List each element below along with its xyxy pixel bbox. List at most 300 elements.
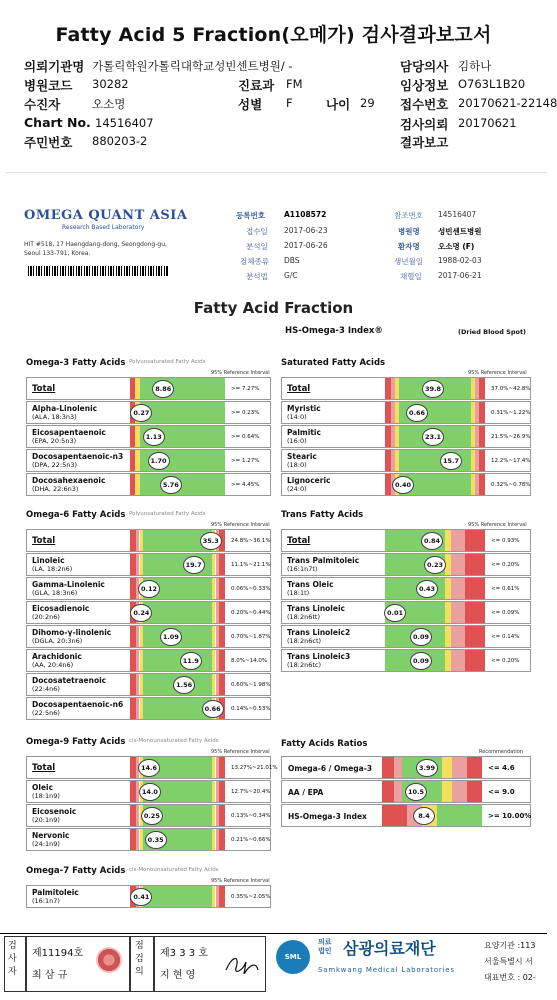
fatty-acid-row <box>281 577 531 600</box>
reference-interval: 13.27%~21.01% <box>231 765 278 771</box>
fatty-acid-name-text: Stearic <box>287 452 317 461</box>
fatty-acid-name <box>32 807 150 825</box>
fatty-acid-name-text: Dihomo-γ-linolenic <box>32 628 112 637</box>
fatty-acid-code: (16:1n7t) <box>287 565 318 573</box>
range-bar-segment <box>465 626 485 647</box>
header-label-text: 주민번호 <box>24 135 73 150</box>
fatty-acid-name-text: Nervonic <box>32 831 70 840</box>
section-title: Trans Fatty Acids <box>281 510 364 520</box>
lab-info-value: DBS <box>284 256 300 265</box>
value-marker: 0.23 <box>424 556 446 574</box>
range-bar-segment <box>465 554 485 575</box>
reviewer-no: 제3 3 3 호 <box>160 948 208 959</box>
reference-interval: 0.20%~0.44% <box>231 610 271 616</box>
reference-interval: >= 1.27% <box>231 458 260 464</box>
fatty-acid-name <box>32 763 150 773</box>
fatty-acid-name <box>32 556 150 574</box>
value-marker: 0.09 <box>410 652 432 670</box>
range-bar-segment <box>451 578 465 599</box>
range-bar-segment <box>467 781 482 802</box>
fatty-acid-code: (EPA, 20:5n3) <box>32 437 77 445</box>
fatty-acid-name-text: Eicosapentaenoic <box>32 428 106 437</box>
lab-info-label: 참조번호 <box>394 211 423 220</box>
fatty-acid-name-text: Alpha-Linolenic <box>32 404 98 413</box>
brand-english: Samkwang Medical Laboratories <box>318 966 455 974</box>
header-label-text: 접수번호 <box>400 97 449 112</box>
reference-interval: 0.13%~0.34% <box>231 813 271 819</box>
range-bar-segment <box>479 378 485 399</box>
fatty-acid-row <box>281 649 531 672</box>
header-label <box>24 76 72 94</box>
range-bar-segment <box>451 554 465 575</box>
value-marker: 0.43 <box>416 580 438 598</box>
value-marker: 3.99 <box>416 759 438 777</box>
reference-interval: <= 0.20% <box>491 658 520 664</box>
fatty-acid-code: (ALA, 18:3n3) <box>32 413 77 421</box>
fatty-acid-name-text: Arachidonic <box>32 652 82 661</box>
hs-omega-label: HS-Omega-3 Index® <box>285 326 383 336</box>
reference-interval-title: 95% Reference Interval <box>211 370 270 376</box>
lab-info-value: 14516407 <box>438 210 477 219</box>
brand-small: 의료 법인 <box>318 938 332 955</box>
header-label <box>24 133 72 151</box>
reference-interval: 0.32%~0.78% <box>491 482 531 488</box>
value-marker: 0.09 <box>410 628 432 646</box>
fatty-acid-row <box>26 449 271 472</box>
header-label-text: 검사의뢰 <box>400 117 449 132</box>
reviewer-name: 지 현 영 <box>160 970 196 981</box>
header-label <box>400 95 448 113</box>
fatty-acid-row <box>281 553 531 576</box>
fatty-acid-name <box>32 580 150 598</box>
fatty-acid-row <box>26 601 271 624</box>
fatty-acid-name <box>287 452 405 470</box>
ratio-row <box>281 756 531 779</box>
fatty-acid-code: (GLA, 18:3n6) <box>32 589 78 597</box>
fatty-acid-name-text: Trans Oleic <box>287 580 334 589</box>
ratio-row <box>281 780 531 803</box>
reference-interval: 12.2%~17.4% <box>491 458 531 464</box>
fatty-acid-name <box>32 831 150 849</box>
value-marker: 5.76 <box>160 476 182 494</box>
range-bar-segment <box>451 530 465 551</box>
fatty-acid-name-text: Total <box>287 536 311 546</box>
reference-interval: 37.0%~42.8% <box>491 386 531 392</box>
reference-interval: >= 0.64% <box>231 434 260 440</box>
signature-image <box>222 950 262 978</box>
fatty-acid-name-text: Total <box>32 763 56 773</box>
range-bar-segment <box>219 757 225 778</box>
range-bar-segment <box>219 602 225 623</box>
header-value: 30282 <box>92 77 129 91</box>
fatty-acid-name <box>32 628 150 646</box>
fatty-acid-code: (DHA, 22:6n3) <box>32 485 79 493</box>
value-marker: 0.12 <box>138 580 160 598</box>
fatty-acid-row <box>26 529 271 552</box>
reference-interval: 0.14%~0.53% <box>231 706 271 712</box>
value-marker: 1.09 <box>160 628 182 646</box>
fatty-acid-name <box>32 428 150 446</box>
seal-stamp <box>96 947 122 973</box>
reference-interval: >= 4.45% <box>231 482 260 488</box>
value-marker: 0.25 <box>141 807 163 825</box>
header-label-text: 결과보고 <box>400 135 449 150</box>
value-marker: 1.70 <box>148 452 170 470</box>
reference-interval: <= 0.93% <box>491 538 520 544</box>
value-marker: 14.6 <box>138 759 160 777</box>
header-value: F <box>286 96 293 110</box>
reference-interval: <= 0.61% <box>491 586 520 592</box>
lab-info-label: 병원명 <box>398 227 420 236</box>
header-value: 880203-2 <box>92 134 148 148</box>
reference-interval: <= 0.09% <box>491 610 520 616</box>
fatty-acid-name <box>32 452 150 470</box>
inspector-name: 최 삼 규 <box>32 970 68 981</box>
section-title: Omega-7 Fatty Acids <box>26 866 126 876</box>
fatty-acid-row <box>281 601 531 624</box>
fatty-acid-name <box>32 676 150 694</box>
lab-logo: OMEGA QUANT ASIA <box>24 208 188 223</box>
value-marker: 0.41 <box>130 888 152 906</box>
fatty-acid-name-text: Eicosenoic <box>32 807 77 816</box>
value-marker: 0.66 <box>406 404 428 422</box>
section-subtitle: cis-Monounsaturated Fatty Acids <box>129 867 219 873</box>
brand-name: 삼광의료재단 <box>343 939 436 958</box>
sml-logo: SML <box>276 940 310 974</box>
header-value: 20170621-22148 <box>458 96 557 110</box>
range-bar-segment <box>479 402 485 423</box>
fatty-acid-name-text: Lignoceric <box>287 476 331 485</box>
fatty-acid-name-text: Total <box>287 384 311 394</box>
range-bar-segment <box>219 805 225 826</box>
fatty-acid-name <box>287 384 405 394</box>
fatty-acid-name <box>32 783 150 801</box>
range-bar-segment <box>442 781 452 802</box>
reference-interval-title: 95% Reference Interval <box>211 878 270 884</box>
value-marker: 8.86 <box>152 380 174 398</box>
fatty-acid-row <box>26 401 271 424</box>
value-marker: 0.27 <box>130 404 152 422</box>
range-bar-segment <box>479 450 485 471</box>
reference-interval: 0.06%~0.33% <box>231 586 271 592</box>
range-bar-segment <box>382 757 394 778</box>
reference-interval: 11.1%~21.1% <box>231 562 271 568</box>
range-bar-segment <box>465 530 485 551</box>
fatty-acid-code: (18:1t) <box>287 589 310 597</box>
range-bar-segment <box>382 781 394 802</box>
range-bar-segment <box>219 650 225 671</box>
lab-info-label: 등록번호 <box>236 211 265 220</box>
reference-interval: >= 0.23% <box>231 410 260 416</box>
section-subtitle: Polyunsaturated Fatty Acids <box>129 359 206 365</box>
report-title: Fatty Acid Fraction <box>193 299 354 317</box>
fatty-acid-name-text: Docosapentaenoic-n6 <box>32 700 124 709</box>
range-bar-segment <box>442 757 452 778</box>
fatty-acid-row <box>26 577 271 600</box>
fatty-acid-name-text: Myristic <box>287 404 321 413</box>
header-label <box>24 115 91 130</box>
fatty-acid-row <box>26 804 271 827</box>
header-label-text: 수진자 <box>24 97 61 112</box>
fatty-acid-row <box>26 377 271 400</box>
header-label <box>400 57 448 75</box>
value-marker: 0.40 <box>392 476 414 494</box>
lab-info-value: G/C <box>284 271 298 280</box>
fatty-acid-name <box>287 556 405 574</box>
header-label-text: Chart No. <box>24 115 91 130</box>
barcode-image <box>28 266 168 276</box>
value-marker: 0.66 <box>202 700 224 718</box>
range-bar-segment <box>465 578 485 599</box>
fatty-acid-name <box>32 476 150 494</box>
fatty-acid-row <box>26 780 271 803</box>
header-label <box>400 115 448 133</box>
fatty-acid-name-text: Gamma-Linolenic <box>32 580 105 589</box>
range-bar-segment <box>143 602 211 623</box>
fatty-acid-name-text: Docosapentaenoic-n3 <box>32 452 124 461</box>
range-bar-segment <box>452 781 467 802</box>
reference-interval: 0.60%~1.98% <box>231 682 271 688</box>
value-marker: 39.8 <box>422 380 444 398</box>
lab-logo-sub: Research Based Laboratory <box>62 224 145 231</box>
reference-interval-title: 95% Reference Interval <box>211 749 270 755</box>
dbs-label: (Dried Blood Spot) <box>458 328 527 336</box>
fatty-acid-code: (16:0) <box>287 437 307 445</box>
section-title: Omega-9 Fatty Acids <box>26 737 126 747</box>
fatty-acid-row <box>26 425 271 448</box>
ratio-recommendation: <= 9.0 <box>488 788 515 796</box>
fatty-acid-row <box>26 673 271 696</box>
fatty-acid-code: (18:2n6ct) <box>287 637 322 645</box>
value-marker: 11.9 <box>180 652 202 670</box>
value-marker: 0.35 <box>145 831 167 849</box>
range-bar-segment <box>219 886 225 907</box>
fatty-acid-name <box>287 536 405 546</box>
fatty-acid-row <box>26 473 271 496</box>
value-marker: 35.3 <box>200 532 222 550</box>
range-bar-segment <box>479 474 485 495</box>
value-marker: 19.7 <box>183 556 205 574</box>
reference-interval-title: 95% Reference Interval <box>211 522 270 528</box>
fatty-acid-row <box>281 377 531 400</box>
reference-interval-title: 95% Reference Interval <box>468 370 527 376</box>
value-marker: 0.84 <box>421 532 443 550</box>
fatty-acid-code: (20:2n6) <box>32 613 60 621</box>
range-bar-segment <box>140 474 226 495</box>
reference-interval: 0.31%~1.22% <box>491 410 531 416</box>
section-subtitle: Polyunsaturated Fatty Acids <box>129 511 206 517</box>
header-value: O763L1B20 <box>458 77 526 91</box>
fatty-acid-row <box>26 697 271 720</box>
fatty-acid-row <box>26 553 271 576</box>
value-marker: 15.7 <box>440 452 462 470</box>
inspector-no: 제11194호 <box>32 948 84 959</box>
range-bar-segment <box>451 626 465 647</box>
fatty-acid-code: (20:1n9) <box>32 816 60 824</box>
value-marker: 0.01 <box>384 604 406 622</box>
lab-info-label: 접수일 <box>246 227 268 236</box>
fatty-acid-row <box>281 473 531 496</box>
section-subtitle: cis-Monounsaturated Fatty Acids <box>129 738 219 744</box>
header-value: 14516407 <box>95 116 154 130</box>
fatty-acid-name <box>32 384 150 394</box>
fatty-acid-code: (DGLA, 20:3n6) <box>32 637 83 645</box>
reference-interval: 0.70%~1.87% <box>231 634 271 640</box>
fatty-acid-name <box>32 700 150 718</box>
fatty-acid-row <box>26 625 271 648</box>
fatty-acid-code: (DPA, 22:5n3) <box>32 461 78 469</box>
range-bar-segment <box>219 626 225 647</box>
header-label-text: 나이 <box>326 97 351 112</box>
range-bar-segment <box>143 886 211 907</box>
lab-info-label: 검체종류 <box>240 257 269 266</box>
header-label-text: 담당의사 <box>400 59 449 74</box>
fatty-acid-row <box>26 828 271 851</box>
fatty-acid-name-text: Trans Linoleic <box>287 604 345 613</box>
fatty-acid-row <box>281 529 531 552</box>
fatty-acid-name-text: Eicosadienoic <box>32 604 90 613</box>
fatty-acid-name <box>32 652 150 670</box>
fatty-acid-code: (24:1n9) <box>32 840 60 848</box>
ratio-recommendation: >= 10.00% <box>488 812 532 820</box>
footer-addr-1: 요양기관 :113 <box>484 941 536 950</box>
footer-addr-2: 서울특별시 서 <box>484 957 533 966</box>
section-title: Saturated Fatty Acids <box>281 358 386 368</box>
reference-interval: <= 0.20% <box>491 562 520 568</box>
fatty-acid-name-text: Linoleic <box>32 556 65 565</box>
fatty-acid-name <box>287 428 405 446</box>
header-value: 가톨릭학원가톨릭대학교성빈센트병원/ - <box>92 59 293 73</box>
header-label <box>24 57 84 75</box>
fatty-acid-row <box>26 649 271 672</box>
ratio-recommendation: <= 4.6 <box>488 764 515 772</box>
header-value: 김하나 <box>458 59 492 73</box>
section-title: Omega-3 Fatty Acids <box>26 358 126 368</box>
fatty-acid-name-text: Palmitic <box>287 428 321 437</box>
fatty-acid-code: (22:4n6) <box>32 685 60 693</box>
fatty-acid-name <box>287 652 405 670</box>
range-bar-segment <box>465 602 485 623</box>
value-marker: 23.1 <box>422 428 444 446</box>
range-bar-segment <box>382 805 407 826</box>
range-bar-segment <box>219 674 225 695</box>
header-label-text: 임상정보 <box>400 78 449 93</box>
range-bar-segment <box>219 578 225 599</box>
header-label-text: 성별 <box>238 97 263 112</box>
reference-interval: 12.7%~20.4% <box>231 789 271 795</box>
header-value: FM <box>286 77 303 91</box>
fatty-acid-code: (18:2n6tt) <box>287 613 321 621</box>
ratios-recommendation-title: Recommendation <box>479 749 523 755</box>
lab-info-label: 분석일 <box>246 242 268 251</box>
header-label <box>400 76 448 94</box>
range-bar-segment <box>451 602 465 623</box>
reviewer-label: 점검의 <box>135 941 144 977</box>
fatty-acid-code: (LA, 18:2n6) <box>32 565 73 573</box>
lab-address: HIT #518, 17 Haengdang-dong, Seongdong-gu, Seoul 133-791, Korea. <box>24 241 167 257</box>
fatty-acid-name <box>287 476 405 494</box>
header-label <box>238 76 274 94</box>
header-label <box>24 95 60 113</box>
fatty-acid-name-text: Trans Linoleic3 <box>287 652 351 661</box>
fatty-acid-code: (24:0) <box>287 485 307 493</box>
lab-info-value: 성빈센트병원 <box>438 227 482 236</box>
header-label <box>238 95 262 113</box>
lab-info-value: 1988-02-03 <box>438 256 482 265</box>
range-bar-segment <box>467 757 482 778</box>
fatty-acid-name-text: Docosahexaenoic <box>32 476 106 485</box>
reference-interval: 8.0%~14.0% <box>231 658 268 664</box>
ratio-name: AA / EPA <box>288 788 324 797</box>
lab-info-value: 오소명 (F) <box>438 242 475 251</box>
lab-info-label: 생년월일 <box>394 257 423 266</box>
range-bar-segment <box>479 426 485 447</box>
fatty-acid-name-text: Trans Palmitoleic <box>287 556 360 565</box>
footer-addr-3: 대표번호 : 02- <box>484 973 536 982</box>
reference-interval: 24.8%~36.1% <box>231 538 271 544</box>
range-bar-segment <box>465 650 485 671</box>
reference-interval: <= 0.14% <box>491 634 520 640</box>
range-bar-segment <box>394 781 402 802</box>
value-marker: 1.13 <box>143 428 165 446</box>
ratio-name: HS-Omega-3 Index <box>288 812 367 821</box>
fatty-acid-code: (18:2n6tc) <box>287 661 322 669</box>
value-marker: 0.24 <box>130 604 152 622</box>
header-label <box>400 133 448 151</box>
fatty-acid-name <box>32 536 150 546</box>
fatty-acid-code: (22:5n6) <box>32 709 60 717</box>
fatty-acid-code: (18:0) <box>287 461 307 469</box>
fatty-acid-name-text: Palmitoleic <box>32 888 79 897</box>
value-marker: 10.5 <box>405 783 427 801</box>
fatty-acid-row <box>26 885 271 908</box>
fatty-acid-code: (18:1n9) <box>32 792 60 800</box>
header-label-text: 진료과 <box>238 78 275 93</box>
header-label-text: 의뢰기관명 <box>24 59 85 74</box>
ratios-title: Fatty Acids Ratios <box>281 739 368 749</box>
fatty-acid-row <box>281 449 531 472</box>
header-value: 29 <box>360 96 375 110</box>
fatty-acid-code: (14:0) <box>287 413 307 421</box>
ratio-row <box>281 804 531 827</box>
range-bar-segment <box>437 805 482 826</box>
fatty-acid-row <box>26 756 278 779</box>
fatty-acid-name <box>287 628 405 646</box>
fatty-acid-name <box>287 404 405 422</box>
reference-interval: >= 7.27% <box>231 386 260 392</box>
fatty-acid-row <box>281 425 531 448</box>
lab-info-value: 2017-06-21 <box>438 271 482 280</box>
reference-interval: 21.5%~26.9% <box>491 434 531 440</box>
value-marker: 1.56 <box>173 676 195 694</box>
fatty-acid-code: (16:1n7) <box>32 897 60 905</box>
fatty-acid-name-text: Total <box>32 536 56 546</box>
fatty-acid-name <box>287 580 405 598</box>
header-value: 20170621 <box>458 116 517 130</box>
header-label <box>326 95 350 113</box>
lab-info-label: 채혈일 <box>400 272 422 281</box>
section-title: Omega-6 Fatty Acids <box>26 510 126 520</box>
lab-info-label: 환자명 <box>398 242 420 251</box>
reference-interval: 0.35%~2.05% <box>231 894 271 900</box>
fatty-acid-row <box>281 401 531 424</box>
fatty-acid-name-text: Oleic <box>32 783 54 792</box>
range-bar-segment <box>394 757 402 778</box>
reference-interval-title: 95% Reference Interval <box>468 522 527 528</box>
value-marker: 14.0 <box>139 783 161 801</box>
header-label-text: 병원코드 <box>24 78 73 93</box>
fatty-acid-row <box>281 625 531 648</box>
